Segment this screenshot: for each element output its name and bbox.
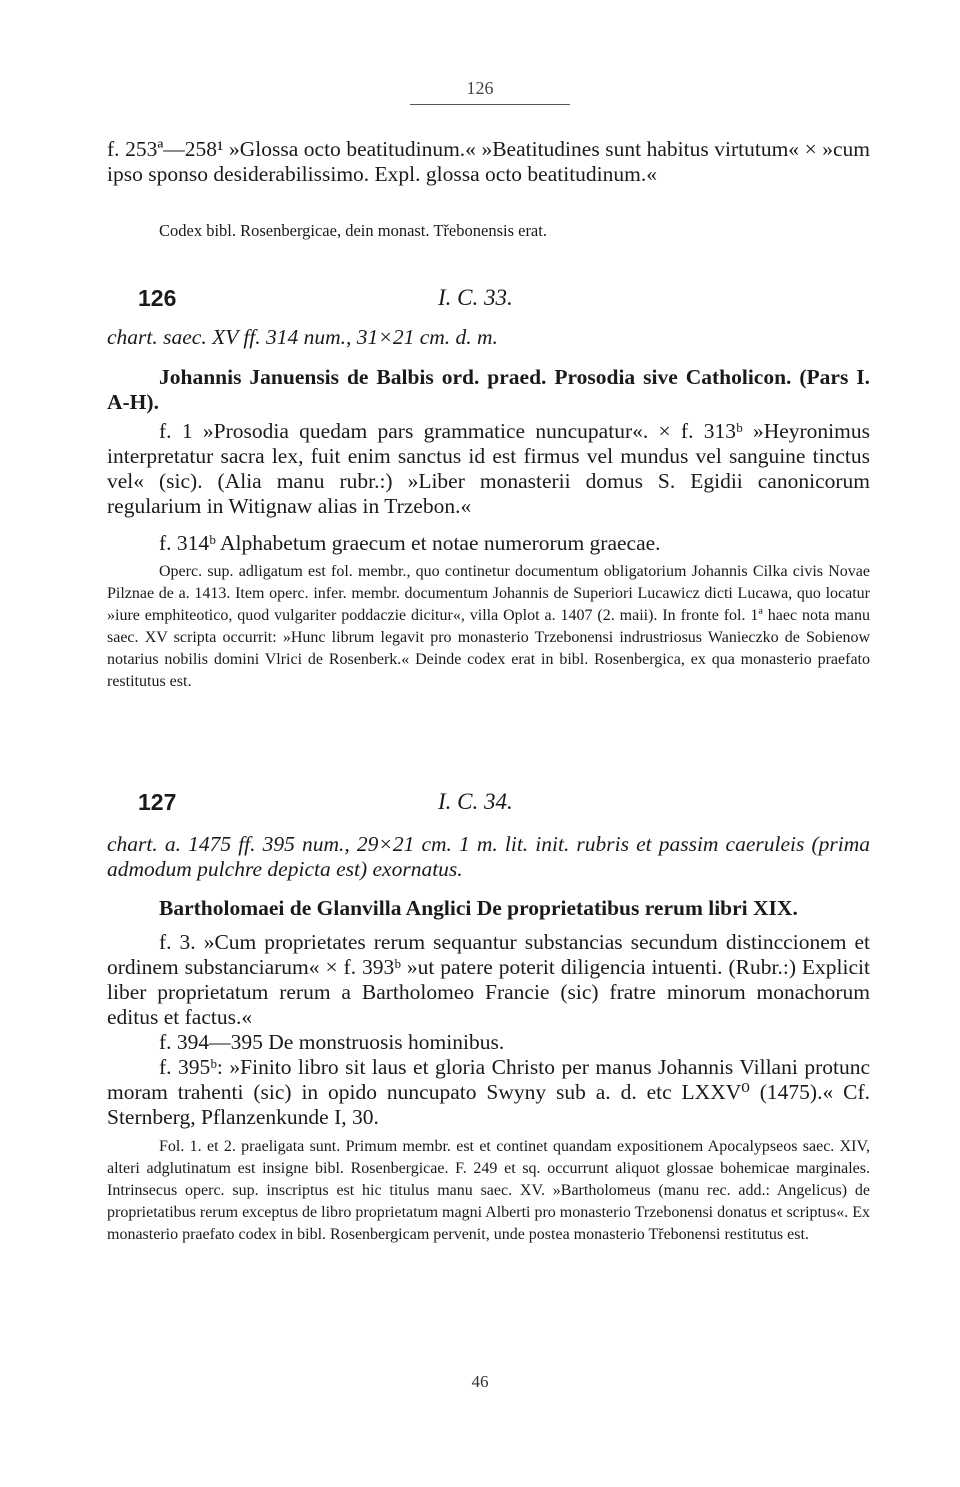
entry-127-title-block [107, 896, 870, 921]
work-title-126: Johannis Januensis de Balbis ord. praed. Prosodia sive Catholicon. (Pars I. A-H). [107, 365, 870, 414]
contents-note-127: f. 394—395 De monstruosis hominibus. [159, 1030, 505, 1054]
entry-126-note-block [107, 561, 870, 693]
provenance-note-126: Operc. sup. adligatum est fol. membr., quo continetur documentum obligatorium Johannis Cilka civis Novae Pilznae de a. 1413. Item operc. infer. membr. documentum Johannis de Superiori Lucawicz dicti Lucawa, quo locatur »iure emphiteotico, quod vulgariter poddaczie dicitur«, villa Oplot a. 1407 (2. maii). In fronte fol. 1ª haec nota manu saec. XV scripta occurrit: »Hunc librum legavit pro monasterio Trzebonensi indrustriosus Wanieczko de Sobienow notarius nobilis domini Vlrici de Rosenberk.« Deinde codex erat in bibl. Rosenbergica, ex qua monasterio praefato restitutus est. [107, 563, 870, 690]
entry-number-127: 127 [138, 789, 177, 815]
contents-note-126: f. 314ᵇ Alphabetum graecum et notae numerorum graecae. [159, 531, 661, 555]
incipit-explicit-126: f. 1 »Prosodia quedam pars grammatice nuncupatur«. × f. 313ᵇ »Heyronimus interpretatur sacra lex, fuit enim sanctus id est firmus vel mundus vel sanguine tinctus vel« (sic). (Alia manu rubr.:) »Liber monasterii domus S. Egidii canonicorum regularium in Witignaw alias in Trzebon.« [107, 419, 870, 518]
entry-126-physical-block [107, 325, 870, 350]
physical-description-126: chart. saec. XV ff. 314 num., 31×21 cm. d. m. [107, 325, 498, 349]
colophon-127: f. 395ᵇ: »Finito libro sit laus et gloria Christo per manus Johannis Villani protunc moram trahenti (sic) in opido nuncupato Swyny sub a. d. etc LXXV⁰ (1475).« Cf. Sternberg, Pflanzenkunde I, 30. [107, 1055, 870, 1129]
shelfmark-126: I. C. 33. [438, 285, 513, 310]
physical-description-127: chart. a. 1475 ff. 395 num., 29×21 cm. 1 m. lit. init. rubris et passim caeruleis (prima admodum pulchre depicta est) exornatus. [107, 832, 870, 881]
top-entry [107, 137, 870, 187]
entry-127-body [107, 930, 870, 1130]
shelfmark-127: I. C. 34. [438, 789, 513, 814]
entry-127-physical-block [107, 832, 870, 882]
entry-126-body [107, 419, 870, 556]
top-entry-text: f. 253ª—258¹ »Glossa octo beatitudinum.« »Beatitudines sunt habitus virtutum« × »cum ipso sponso desiderabilissimo. Expl. glossa octo beatitudinum.« [107, 137, 870, 186]
incipit-explicit-127: f. 3. »Cum proprietates rerum sequantur substancias secundum distinccionem et ordinem substanciarum« × f. 393ᵇ »ut patere poterit diligencia intuenti. (Rubr.:) Explicit liber proprietatum rerum a Bartholomeo Francie (sic) fratre minorum monachorum editus et factus.« [107, 930, 870, 1029]
top-entry-note: Codex bibl. Rosenbergicae, dein monast. Třebonensis erat. [159, 221, 547, 240]
entry-127-note-block [107, 1136, 870, 1246]
entry-126-title-block [107, 365, 870, 415]
header-rule [410, 104, 570, 105]
work-title-127: Bartholomaei de Glanvilla Anglici De proprietatibus rerum libri XIX. [159, 896, 798, 920]
top-entry-note-block [107, 220, 870, 242]
running-head: 126 [466, 78, 494, 98]
page-number: 46 [471, 1372, 489, 1391]
provenance-note-127: Fol. 1. et 2. praeligata sunt. Primum membr. est et continet quandam expositionem Apocalypseos saec. XIV, alteri adglutinatum est insigne bibl. Rosenbergicae. F. 249 et sq. occurrunt aliquot glossae bohemicae marginales. Intrinsecus operc. sup. inscriptus est hic titulus manu saec. XV. »Bartholomeus (manu rec. add.: Angelicus) de proprietatibus rerum exceptus de libro proprietatum magni Alberti pro monasterio Trzebonensi donatus et scriptus«. Ex monasterio praefato codex in bibl. Rosenbergicam pervenit, unde postea monasterio Třebonensi restitutus est. [107, 1138, 870, 1243]
entry-number-126: 126 [138, 285, 177, 311]
